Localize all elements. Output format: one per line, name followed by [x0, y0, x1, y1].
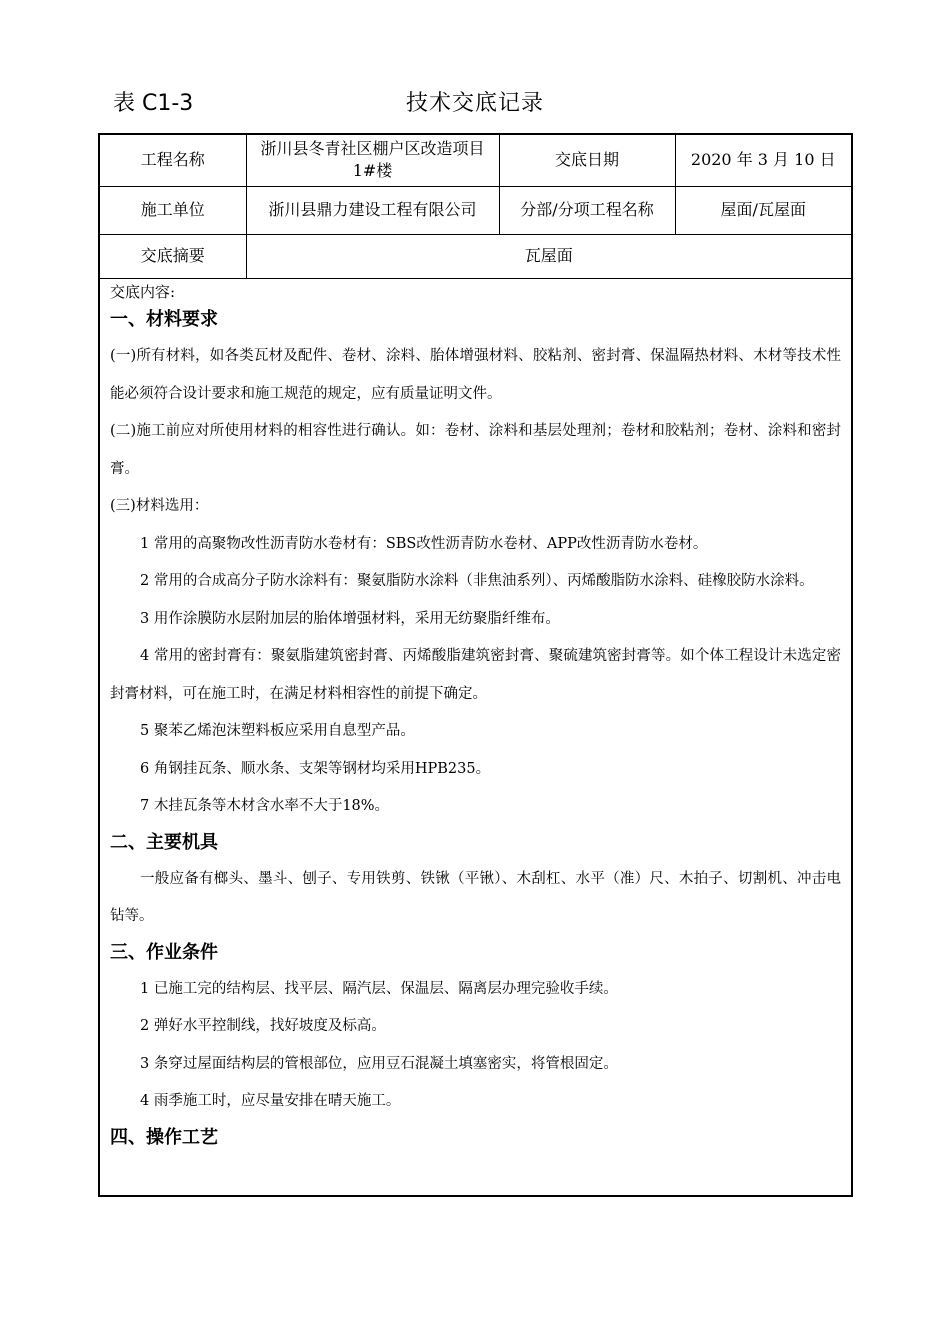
project-name-line1: 浙川县冬青社区棚户区改造项目	[260, 139, 485, 159]
form-code: 表 C1-3	[113, 91, 194, 116]
list-item: 3 用作涂膜防水层附加层的胎体增强材料，采用无纺聚脂纤维布。	[140, 610, 560, 627]
list-item: 4 雨季施工时，应尽量安排在晴天施工。	[140, 1093, 401, 1109]
summary-label: 交底摘要	[99, 234, 246, 278]
info-table	[98, 133, 853, 279]
contractor-label: 施工单位	[99, 186, 246, 234]
table-row	[99, 186, 852, 234]
section-heading: 二、主要机具	[110, 831, 218, 853]
subproject-value: 屋面/瓦屋面	[675, 186, 852, 234]
list-item: 7 木挂瓦条等木材含水率不大于18%。	[140, 798, 390, 814]
content-box	[98, 277, 853, 1197]
project-name-value	[246, 134, 499, 186]
document-title: 技术交底记录	[405, 91, 544, 116]
project-name-line2: 1#楼	[352, 161, 393, 181]
list-item: 2 弹好水平控制线，找好坡度及标高。	[140, 1018, 386, 1034]
paragraph: (二)施工前应对所使用材料的相容性进行确认。如：卷材、涂料和基层处理剂；卷材和胶粘剂；卷材、涂料和密封膏。	[110, 423, 841, 477]
list-item: 1 常用的高聚物改性沥青防水卷材有：SBS改性沥青防水卷材、APP改性沥青防水卷材。	[140, 535, 708, 552]
date-label: 交底日期	[499, 134, 675, 186]
list-item: 一般应备有榔头、墨斗、刨子、专用铁剪、铁锹（平锹）、木刮杠、水平（准）尺、木拍子、切割机、冲击电钻等。	[110, 870, 841, 924]
list-item: 5 聚苯乙烯泡沫塑料板应采用自息型产品。	[140, 723, 415, 739]
paragraph: (一)所有材料，如各类瓦材及配件、卷材、涂料、胎体增强材料、胶粘剂、密封膏、保温隔热材料、木材等技术性能必须符合设计要求和施工规范的规定，应有质量证明文件。	[110, 348, 841, 402]
list-item: 4 常用的密封膏有：聚氨脂建筑密封膏、丙烯酸脂建筑密封膏、聚硫建筑密封膏等。如个体工程设计未选定密封膏材料，可在施工时，在满足材料相容性的前提下确定。	[110, 648, 841, 702]
list-item: 1 已施工完的结构层、找平层、隔汽层、保温层、隔离层办理完验收手续。	[140, 980, 618, 997]
date-value: 2020 年 3 月 10 日	[675, 134, 852, 186]
list-item: 6 角钢挂瓦条、顺水条、支架等钢材均采用HPB235。	[140, 760, 491, 777]
list-item: 3 条穿过屋面结构层的管根部位，应用豆石混凝土填塞密实，将管根固定。	[140, 1055, 618, 1072]
summary-value: 瓦屋面	[246, 234, 852, 278]
section-heading: 四、操作工艺	[110, 1126, 218, 1148]
section-heading: 三、作业条件	[110, 941, 218, 963]
paragraph: (三)材料选用：	[110, 498, 209, 514]
section-heading: 一、材料要求	[110, 309, 218, 330]
project-name-label: 工程名称	[99, 134, 246, 186]
table-row	[99, 234, 852, 278]
contractor-value: 浙川县鼎力建设工程有限公司	[246, 186, 499, 234]
table-row	[99, 134, 852, 186]
content-label: 交底内容:	[110, 283, 176, 301]
subproject-label: 分部/分项工程名称	[499, 186, 675, 234]
list-item: 2 常用的合成高分子防水涂料有：聚氨脂防水涂料（非焦油系列）、丙烯酸脂防水涂料、硅橡胶防水涂料。	[140, 573, 814, 589]
